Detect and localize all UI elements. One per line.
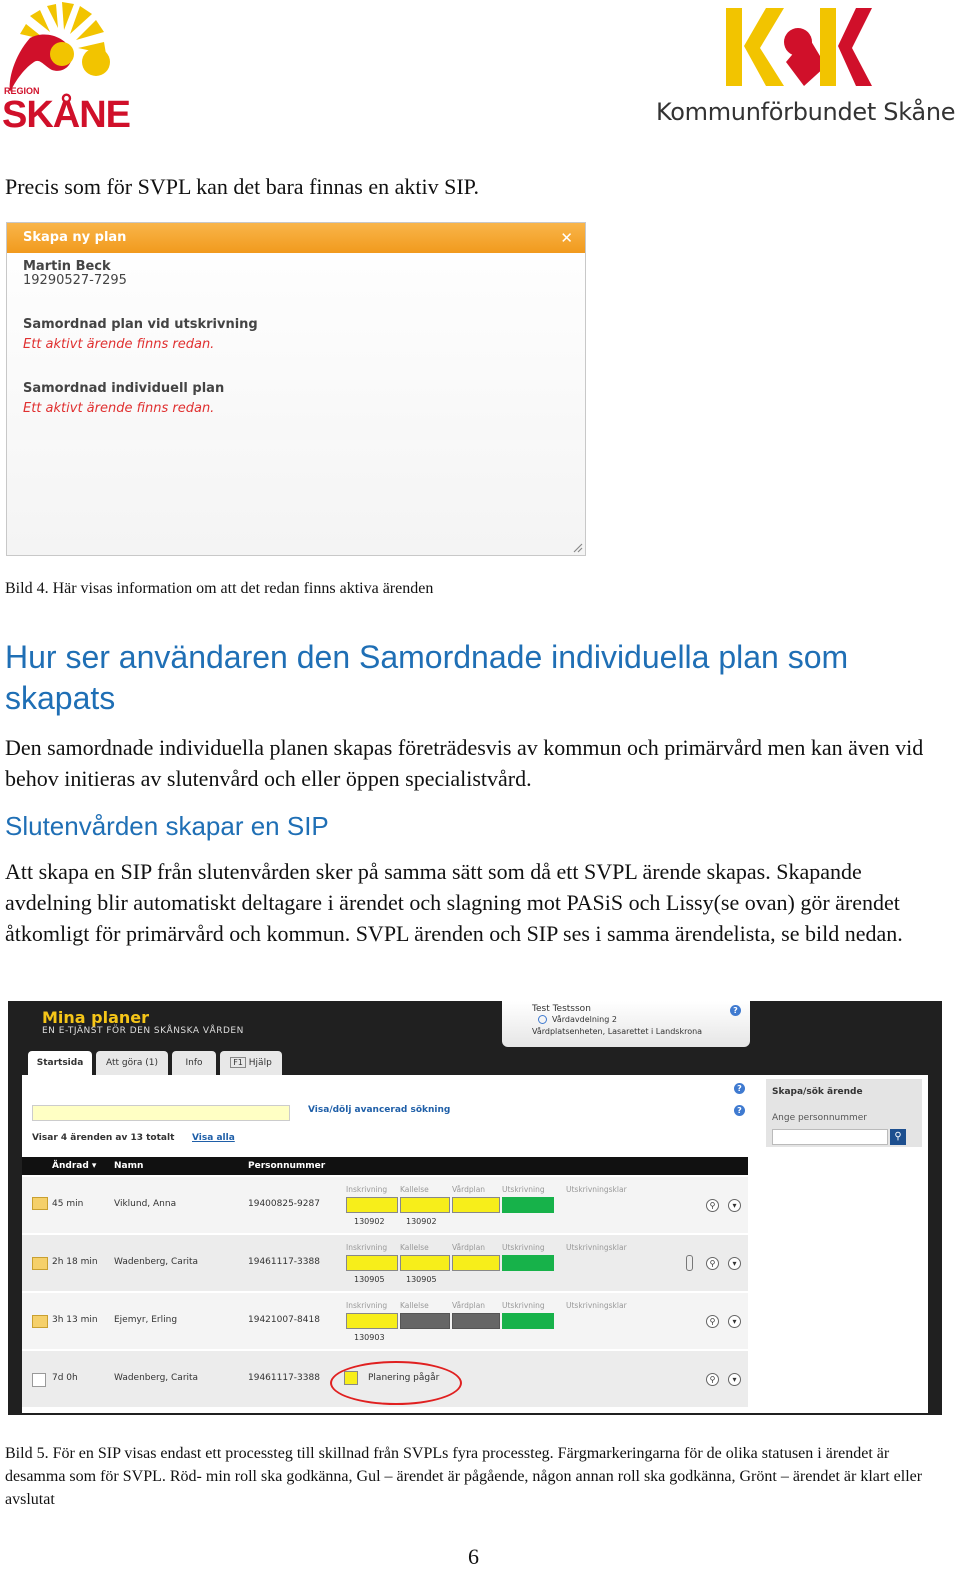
step-vardplan-yellow[interactable] — [452, 1255, 500, 1271]
search-input[interactable] — [32, 1105, 290, 1121]
step-label: Vårdplan — [452, 1301, 486, 1310]
step-inskrivning-yellow[interactable] — [346, 1197, 398, 1213]
step-label: Inskrivning — [346, 1243, 388, 1252]
column-personnummer[interactable]: Personnummer — [248, 1161, 326, 1171]
document-icon — [32, 1373, 46, 1387]
step-kallelse-yellow[interactable] — [400, 1197, 450, 1213]
row-time: 3h 13 min — [52, 1315, 98, 1325]
unit-radio-icon[interactable] — [538, 1015, 547, 1024]
help-icon[interactable]: ? — [734, 1083, 745, 1094]
step-label: Utskrivningsklar — [566, 1243, 627, 1252]
step-label: Utskrivning — [502, 1243, 545, 1252]
help-icon[interactable]: ? — [734, 1105, 745, 1116]
step-kallelse-gray[interactable] — [400, 1313, 450, 1329]
region-skane-symbol-icon — [0, 0, 140, 96]
logo-region-text: REGION — [4, 86, 40, 96]
logo-skane-text: SKÅNE — [2, 94, 131, 136]
row-name: Wadenberg, Carita — [114, 1257, 199, 1267]
step-label: Utskrivning — [502, 1185, 545, 1194]
step-label: Kallelse — [400, 1301, 429, 1310]
logo-kommunforbundet-text: Kommunförbundet Skåne — [656, 98, 956, 126]
result-count: Visar 4 ärenden av 13 totalt — [32, 1133, 175, 1143]
tab-info[interactable]: Info — [172, 1051, 216, 1075]
option-svpl-title[interactable]: Samordnad plan vid utskrivning — [23, 317, 258, 332]
step-label: Utskrivning — [502, 1301, 545, 1310]
patient-name: Martin Beck — [23, 259, 111, 274]
step-vardplan-yellow[interactable] — [452, 1197, 500, 1213]
step-date: 130902 — [354, 1217, 385, 1226]
chevron-down-icon[interactable]: ▾ — [728, 1257, 741, 1270]
row-name: Wadenberg, Carita — [114, 1373, 199, 1383]
step-label: Vårdplan — [452, 1185, 486, 1194]
tab-att-gora[interactable]: Att göra (1) — [96, 1051, 168, 1075]
row-time: 2h 18 min — [52, 1257, 98, 1267]
folder-icon — [32, 1315, 48, 1328]
region-skane-logo — [0, 0, 145, 136]
step-label: Inskrivning — [346, 1185, 388, 1194]
step-label: Utskrivningsklar — [566, 1301, 627, 1310]
paragraph-slutenvarden: Att skapa en SIP från slutenvården sker på samma sätt som då ett SVPL ärende skapas. Skapande avdelning blir automatiskt deltagare i ärendet och slagning mot PASiS och Lissy(se ovan) gör ärendet åtkomligt för primärvård och kommun. SVPL ärenden och SIP ses i samma ärendelista, se bild nedan. — [5, 859, 903, 946]
personnummer-input[interactable] — [772, 1129, 888, 1145]
app-tagline: EN E-TJÄNST FÖR DEN SKÅNSKA VÅRDEN — [42, 1026, 244, 1036]
ksk-mark-icon — [724, 6, 874, 90]
step-date: 130903 — [354, 1333, 385, 1342]
search-icon[interactable]: ⚲ — [706, 1257, 719, 1270]
row-pnr: 19421007-8418 — [248, 1315, 320, 1325]
advanced-search-toggle[interactable]: Visa/dölj avancerad sökning — [308, 1105, 451, 1115]
caption-bild-5: Bild 5. För en SIP visas endast ett processteg till skillnad från SVPLs fyra processteg. Färgmarkeringarna för de olika statusen i ärendet är desamma som för SVPL. Röd- min roll ska godkänna, Gul – ärendet är pågående, någon annan roll ska godkänna, Grönt – ärendet är klart eller avslutat — [5, 1445, 923, 1508]
step-label: Inskrivning — [346, 1301, 388, 1310]
app-brand: Mina planer — [42, 1008, 150, 1027]
step-label: Utskrivningsklar — [566, 1185, 627, 1194]
paragraph-sip-intro: Den samordnade individuella planen skapas företrädesvis av kommun och primärvård men kan även vid behov initieras av slutenvård och eller öppen specialistvård. — [5, 735, 924, 791]
intro-text: Precis som för SVPL kan det bara finnas en aktiv SIP. — [5, 174, 479, 199]
step-label: Kallelse — [400, 1243, 429, 1252]
column-andrad[interactable]: Ändrad ▾ — [52, 1161, 97, 1171]
side-title: Skapa/sök ärende — [772, 1087, 863, 1097]
mina-planer-screenshot — [8, 1001, 942, 1415]
step-label: Vårdplan — [452, 1243, 486, 1252]
table-row[interactable] — [22, 1235, 748, 1291]
search-icon[interactable]: ⚲ — [706, 1199, 719, 1212]
caption-bild-4: Bild 4. Här visas information om att det redan finns aktiva ärenden — [5, 580, 434, 597]
step-date: 130905 — [406, 1275, 437, 1284]
heading-hur-ser: Hur ser användaren den Samordnade individuella plan som skapats — [5, 639, 849, 716]
step-vardplan-gray[interactable] — [452, 1313, 500, 1329]
search-icon[interactable]: ⚲ — [706, 1373, 719, 1386]
tab-hjalp[interactable] — [220, 1051, 282, 1075]
main-panel — [22, 1075, 928, 1413]
highlight-circle — [330, 1361, 462, 1405]
heading-slutenvarden: Slutenvården skapar en SIP — [5, 811, 329, 841]
side-label: Ange personnummer — [772, 1113, 868, 1123]
kommunforbundet-logo — [648, 6, 958, 136]
create-search-panel — [766, 1079, 922, 1147]
chevron-down-icon[interactable]: ▾ — [728, 1315, 741, 1328]
step-utskrivning-green[interactable] — [502, 1313, 554, 1329]
chevron-down-icon[interactable]: ▾ — [728, 1373, 741, 1386]
user-box — [502, 1001, 750, 1047]
row-time: 45 min — [52, 1199, 84, 1209]
page-number: 6 — [468, 1544, 479, 1569]
step-inskrivning-yellow[interactable] — [346, 1255, 398, 1271]
row-name: Viklund, Anna — [114, 1199, 177, 1209]
table-row[interactable] — [22, 1293, 748, 1349]
help-icon[interactable]: ? — [730, 1005, 741, 1016]
step-utskrivning-green[interactable] — [502, 1255, 554, 1271]
option-sip-error: Ett aktivt ärende finns redan. — [23, 401, 215, 416]
row-pnr: 19400825-9287 — [248, 1199, 320, 1209]
option-sip-title[interactable]: Samordnad individuell plan — [23, 381, 225, 396]
paperclip-icon — [686, 1255, 693, 1271]
option-svpl-error: Ett aktivt ärende finns redan. — [23, 337, 215, 352]
show-all-link[interactable]: Visa alla — [192, 1133, 235, 1143]
step-kallelse-yellow[interactable] — [400, 1255, 450, 1271]
patient-id: 19290527-7295 — [23, 273, 127, 288]
table-header — [22, 1157, 748, 1175]
f1-key-icon: F1 — [230, 1057, 246, 1068]
step-inskrivning-yellow[interactable] — [346, 1313, 398, 1329]
create-plan-dialog — [6, 222, 586, 556]
tab-hjalp-label: Hjälp — [248, 1058, 272, 1068]
search-icon[interactable]: ⚲ — [890, 1129, 906, 1145]
column-namn[interactable]: Namn — [114, 1161, 144, 1171]
row-time: 7d 0h — [52, 1373, 78, 1383]
sip-status-text: Planering pågår — [368, 1373, 440, 1383]
tab-startsida[interactable]: Startsida — [28, 1051, 92, 1075]
search-icon[interactable]: ⚲ — [706, 1315, 719, 1328]
close-icon[interactable]: ✕ — [560, 229, 573, 247]
step-date: 130902 — [406, 1217, 437, 1226]
row-name: Ejemyr, Erling — [114, 1315, 178, 1325]
folder-icon — [32, 1197, 48, 1210]
row-pnr: 19461117-3388 — [248, 1257, 320, 1267]
table-row[interactable] — [22, 1177, 748, 1233]
dialog-title: Skapa ny plan — [23, 230, 127, 245]
user-unit: Vårdavdelning 2 — [552, 1015, 617, 1024]
resize-grip-icon[interactable] — [571, 541, 583, 553]
user-org: Vårdplatsenheten, Lasarettet i Landskrona — [532, 1027, 703, 1036]
chevron-down-icon[interactable]: ▾ — [728, 1199, 741, 1212]
step-date: 130905 — [354, 1275, 385, 1284]
step-label: Kallelse — [400, 1185, 429, 1194]
row-pnr: 19461117-3388 — [248, 1373, 320, 1383]
folder-icon — [32, 1257, 48, 1270]
user-name: Test Testsson — [532, 1004, 591, 1014]
step-utskrivning-green[interactable] — [502, 1197, 554, 1213]
dialog-titlebar — [7, 223, 585, 253]
